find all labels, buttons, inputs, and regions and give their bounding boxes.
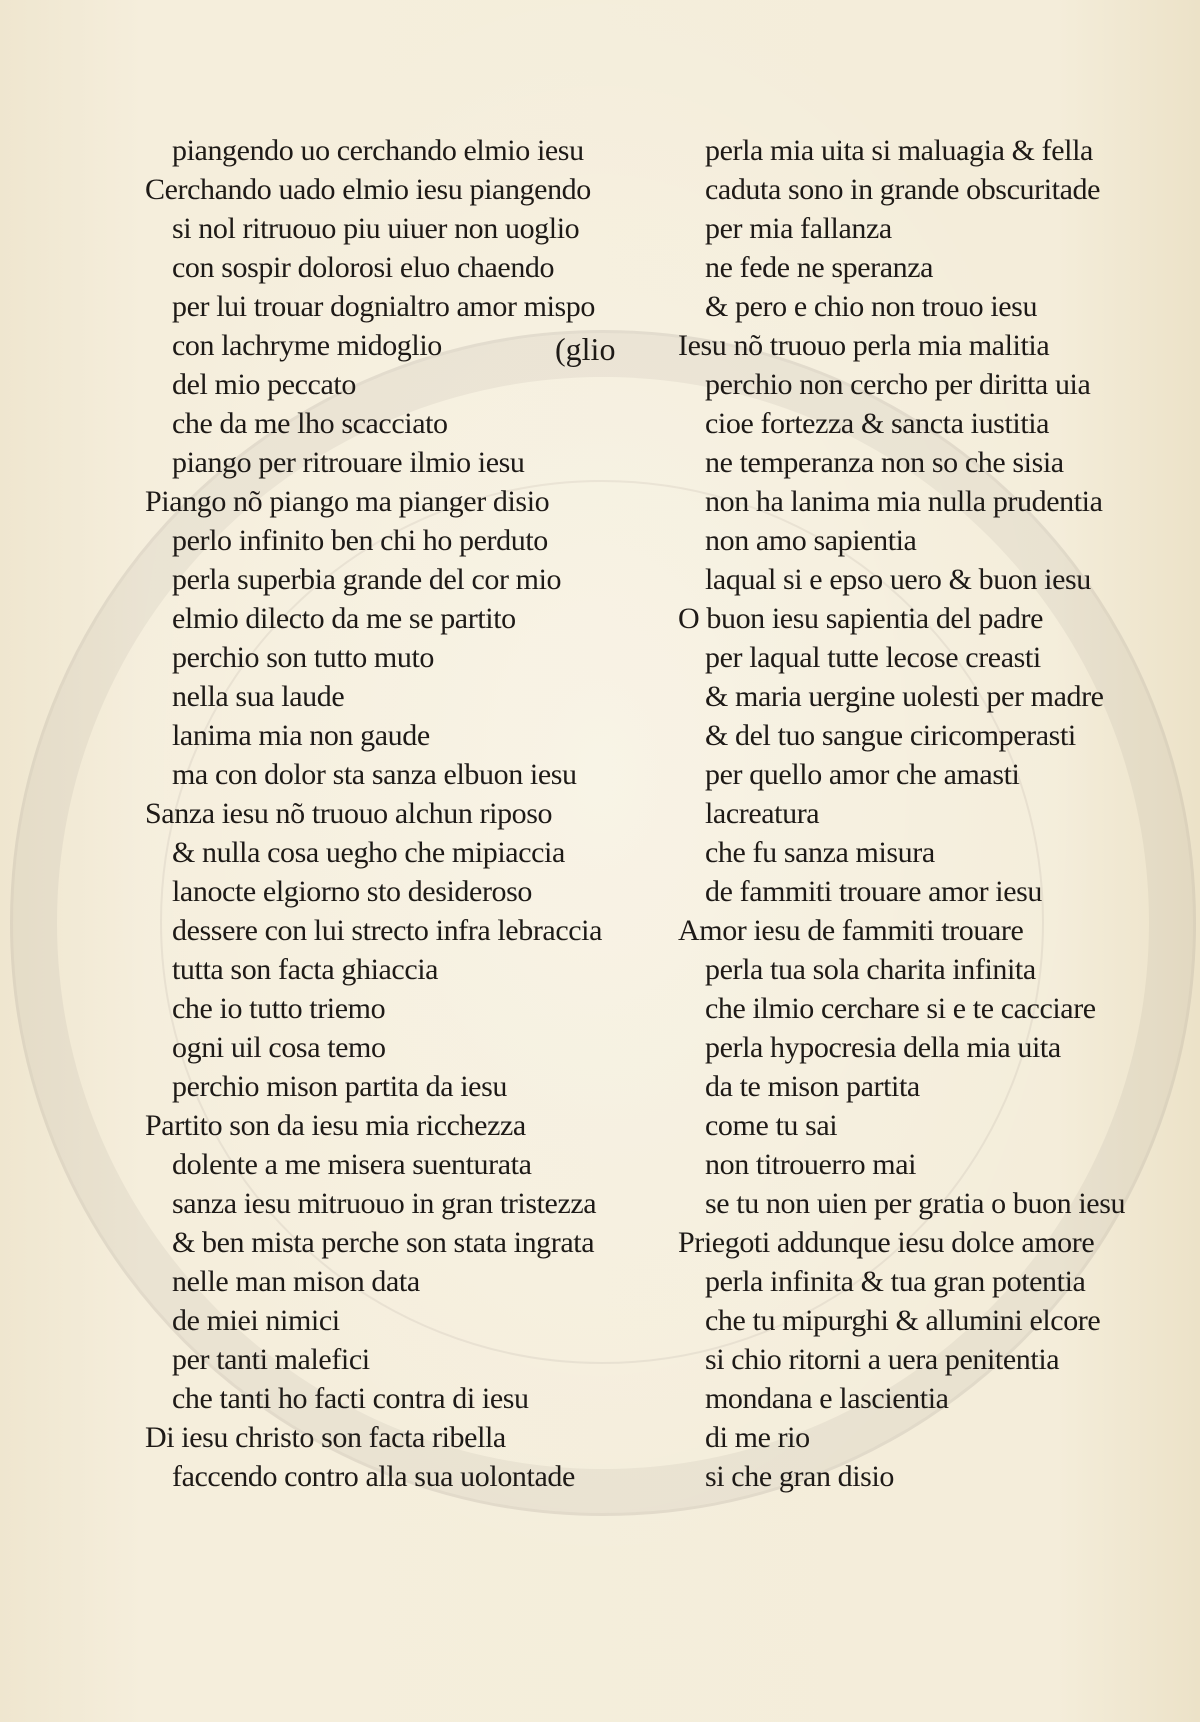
verse-line: perchio non cercho per diritta uia — [705, 368, 1091, 401]
verse-line: ogni uil cosa temo — [172, 1031, 386, 1064]
verse-line: perla infinita & tua gran potentia — [705, 1265, 1086, 1298]
verse-line: lacreatura — [705, 797, 820, 830]
verse-line: & del tuo sangue ciricomperasti — [705, 719, 1076, 752]
verse-line: lanocte elgiorno sto desideroso — [172, 875, 533, 908]
verse-line: lanima mia non gaude — [172, 719, 430, 752]
stanza-first-line: Piango nõ piango ma pianger disio — [145, 485, 550, 518]
verse-line: si chio ritorni a uera penitentia — [705, 1343, 1060, 1376]
stanza-first-line: Cerchando uado elmio iesu piangendo — [145, 173, 591, 206]
turned-line-fragment: (glio — [555, 331, 616, 367]
stanza-first-line: Di iesu christo son facta ribella — [145, 1421, 506, 1454]
verse-line: del mio peccato — [172, 368, 356, 401]
verse-line: da te mison partita — [705, 1070, 920, 1103]
verse-line: perchio mison partita da iesu — [172, 1070, 507, 1103]
verse-line: & pero e chio non trouo iesu — [705, 290, 1038, 323]
stanza-first-line: Sanza iesu nõ truouo alchun riposo — [145, 797, 553, 830]
stanza-first-line: O buon iesu sapientia del padre — [678, 602, 1043, 635]
verse-line: perla hypocresia della mia uita — [705, 1031, 1061, 1064]
verse-line: con sospir dolorosi eluo chaendo — [172, 251, 555, 284]
verse-line: piango per ritrouare ilmio iesu — [172, 446, 525, 479]
stanza-first-line: Priegoti addunque iesu dolce amore — [678, 1226, 1095, 1259]
verse-line: perla mia uita si maluagia & fella — [705, 134, 1093, 167]
verse-line: ma con dolor sta sanza elbuon iesu — [172, 758, 577, 791]
verse-line: se tu non uien per gratia o buon iesu — [705, 1187, 1126, 1220]
verse-line: perchio son tutto muto — [172, 641, 435, 674]
verse-line: che tanti ho facti contra di iesu — [172, 1382, 529, 1415]
verse-line: & ben mista perche son stata ingrata — [172, 1226, 595, 1259]
verse-line: che fu sanza misura — [705, 836, 935, 869]
verse-line: che da me lho scacciato — [172, 407, 448, 440]
verse-line: piangendo uo cerchando elmio iesu — [172, 134, 584, 167]
verse-line: ne temperanza non so che sisia — [705, 446, 1064, 479]
verse-line: ne fede ne speranza — [705, 251, 934, 284]
verse-line: de miei nimici — [172, 1304, 340, 1337]
verse-line: si che gran disio — [705, 1460, 894, 1493]
verse-line: nella sua laude — [172, 680, 345, 713]
verse-line: elmio dilecto da me se partito — [172, 602, 516, 635]
verse-line: per mia fallanza — [705, 212, 892, 245]
verse-line: dessere con lui strecto infra lebraccia — [172, 914, 603, 947]
verse-line: per tanti malefici — [172, 1343, 370, 1376]
verse-line: caduta sono in grande obscuritade — [705, 173, 1100, 206]
stanza-first-line: Iesu nõ truouo perla mia malitia — [678, 329, 1050, 362]
verse-line: mondana e lascientia — [705, 1382, 949, 1415]
verse-line: si nol ritruouo piu uiuer non uoglio — [172, 212, 580, 245]
verse-line: per lui trouar dognialtro amor mispo — [172, 290, 596, 323]
stanza-first-line: Partito son da iesu mia ricchezza — [145, 1109, 526, 1142]
verse-line: nelle man mison data — [172, 1265, 420, 1298]
verse-line: per quello amor che amasti — [705, 758, 1020, 791]
verse-line: & maria uergine uolesti per madre — [705, 680, 1104, 713]
verse-line: faccendo contro alla sua uolontade — [172, 1460, 575, 1493]
verse-line: dolente a me misera suenturata — [172, 1148, 532, 1181]
verse-line: sanza iesu mitruouo in gran tristezza — [172, 1187, 597, 1220]
stanza-first-line: Amor iesu de fammiti trouare — [678, 914, 1024, 947]
right-text-column — [678, 131, 1178, 1496]
verse-line: laqual si e epso uero & buon iesu — [705, 563, 1091, 596]
verse-line: di me rio — [705, 1421, 810, 1454]
verse-line: perla tua sola charita infinita — [705, 953, 1036, 986]
verse-line: perla superbia grande del cor mio — [172, 563, 562, 596]
verse-line: non titrouerro mai — [705, 1148, 917, 1181]
verse-line: come tu sai — [705, 1109, 838, 1142]
verse-line: tutta son facta ghiaccia — [172, 953, 439, 986]
verse-line: che tu mipurghi & allumini elcore — [705, 1304, 1101, 1337]
verse-line: & nulla cosa uegho che mipiaccia — [172, 836, 565, 869]
verse-line: non ha lanima mia nulla prudentia — [705, 485, 1103, 518]
verse-line: per laqual tutte lecose creasti — [705, 641, 1041, 674]
verse-line: che io tutto triemo — [172, 992, 386, 1025]
verse-line: perlo infinito ben chi ho perduto — [172, 524, 548, 557]
verse-line: non amo sapientia — [705, 524, 917, 557]
verse-line: cioe fortezza & sancta iustitia — [705, 407, 1050, 440]
verse-line: de fammiti trouare amor iesu — [705, 875, 1043, 908]
verse-line: che ilmio cerchare si e te cacciare — [705, 992, 1096, 1025]
verse-line: con lachryme midoglio — [172, 329, 442, 362]
